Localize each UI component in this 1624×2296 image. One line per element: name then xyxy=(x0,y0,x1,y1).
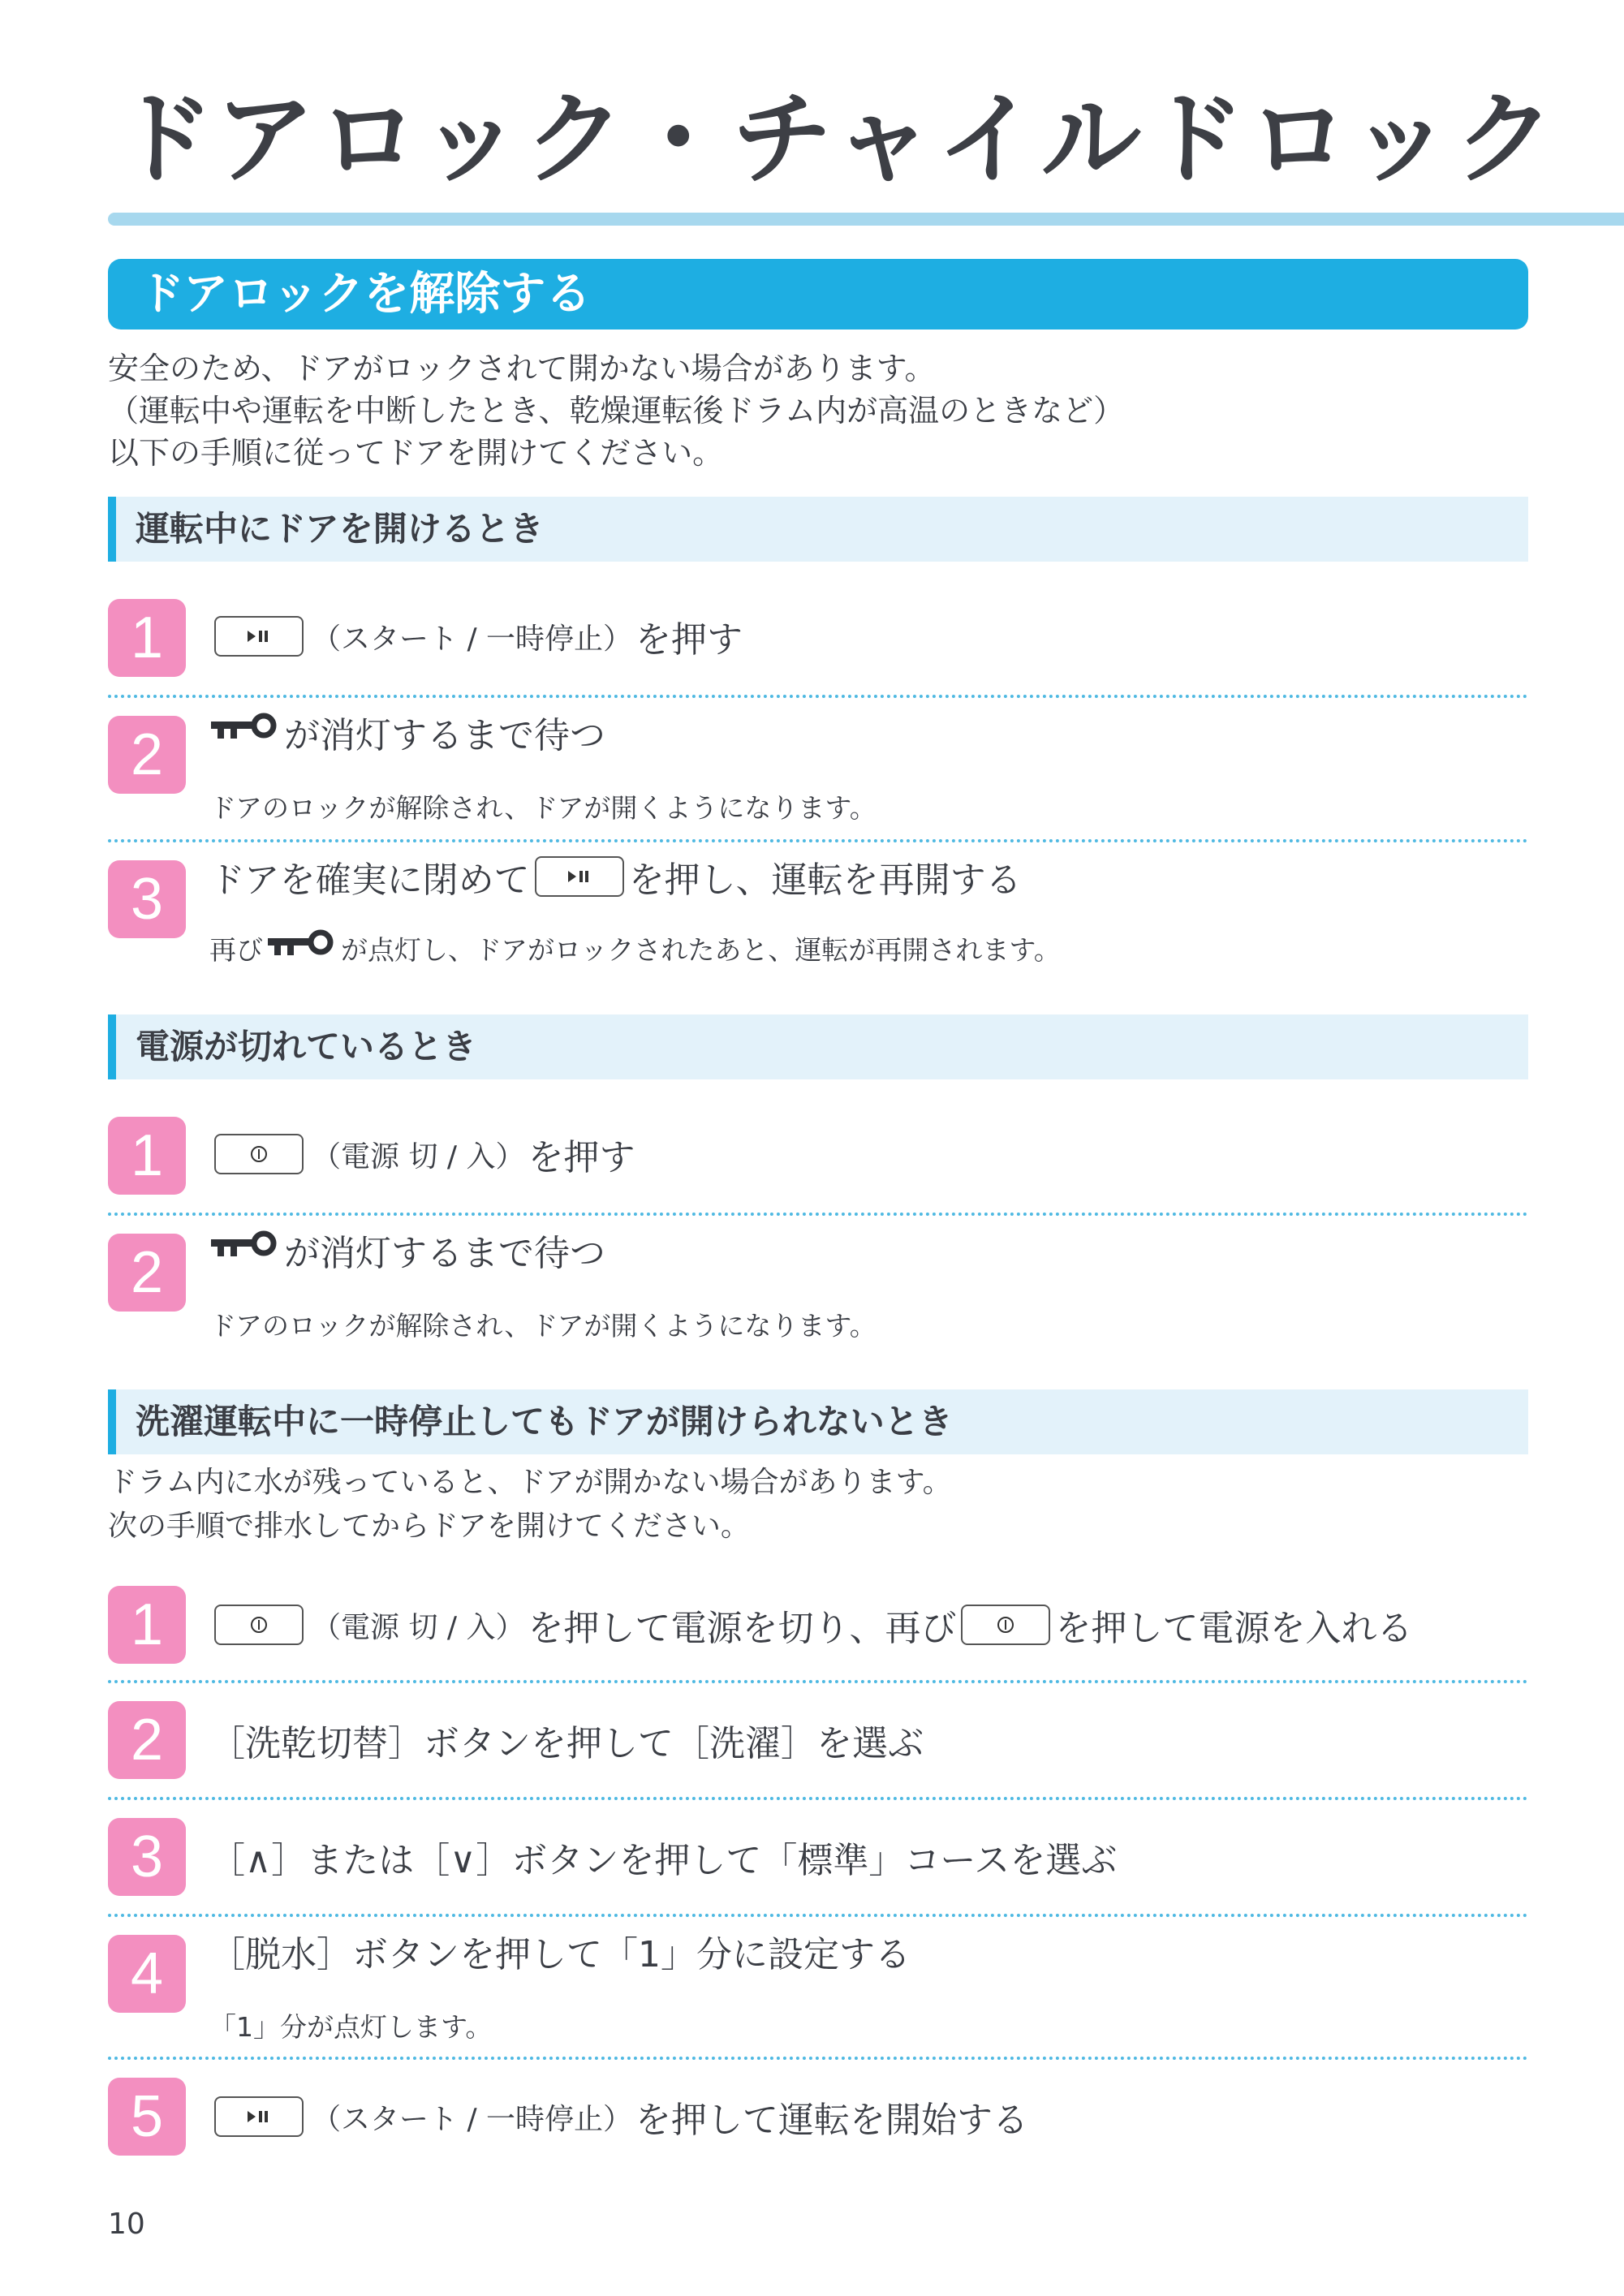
step-note: 「1」分が点灯します。 xyxy=(209,2011,493,2043)
step-text: を押して運転を開始する xyxy=(635,2100,1029,2141)
step-number: 1 xyxy=(108,1586,186,1664)
step-instruction xyxy=(209,1130,635,1178)
intro-text xyxy=(108,347,1124,474)
step-number: 1 xyxy=(108,1117,186,1195)
step-instruction: ［脱水］ボタンを押して「1」分に設定する xyxy=(209,1934,911,1975)
description-line: 次の手順で排水してからドアを開けてください。 xyxy=(108,1510,750,1543)
dotted-divider xyxy=(108,1680,1528,1683)
step-instruction xyxy=(209,612,743,661)
step-instruction xyxy=(209,852,1022,901)
step-number: 1 xyxy=(108,599,186,677)
dotted-divider xyxy=(108,1797,1528,1800)
step-instruction xyxy=(209,1226,605,1274)
section-title: ドアロックを解除する xyxy=(108,259,1528,330)
subheading-running: 運転中にドアを開けるとき xyxy=(108,497,1528,562)
dotted-divider xyxy=(108,1213,1528,1216)
step-text: を押す xyxy=(528,1137,635,1178)
note-text: が点灯し、ドアがロックされたあと、運転が再開されます。 xyxy=(341,933,1061,966)
note-text: 再び xyxy=(209,933,263,966)
dotted-divider xyxy=(108,839,1528,842)
subheading-power-off: 電源が切れているとき xyxy=(108,1014,1528,1079)
page-number: 10 xyxy=(108,2208,145,2241)
title-underline xyxy=(108,213,1624,226)
dotted-divider xyxy=(108,1914,1528,1917)
step-instruction: ［洗乾切替］ボタンを押して［洗濯］を選ぶ xyxy=(209,1723,924,1764)
step-text: を押し、運転を再開する xyxy=(628,859,1022,901)
power-icon xyxy=(961,1605,1050,1645)
button-name: （スタート / 一時停止） xyxy=(312,2102,633,2136)
button-name: （電源 切 / 入） xyxy=(312,1139,525,1174)
intro-line: （運転中や運転を中断したとき、乾燥運転後ドラム内が高温のときなど） xyxy=(108,393,1125,429)
block-description xyxy=(108,1461,952,1549)
step-number: 2 xyxy=(108,716,186,794)
step-note: ドアのロックが解除され、ドアが開くようになります。 xyxy=(209,792,877,824)
key-lock-icon xyxy=(266,928,336,967)
subheading-cannot-open: 洗濯運転中に一時停止してもドアが開けられないとき xyxy=(108,1389,1528,1454)
play-pause-icon xyxy=(535,856,624,897)
step-note: ドアのロックが解除され、ドアが開くようになります。 xyxy=(209,1310,877,1342)
intro-line: 安全のため、ドアがロックされて開かない場合があります。 xyxy=(108,351,936,386)
step-number: 5 xyxy=(108,2078,186,2156)
step-text: が消灯するまで待つ xyxy=(284,715,605,756)
page-title: ドアロック・チャイルドロック xyxy=(114,81,1558,198)
step-instruction: ［∧］または［∨］ボタンを押して「標準」コースを選ぶ xyxy=(209,1840,1118,1881)
dotted-divider xyxy=(108,2057,1528,2060)
description-line: ドラム内に水が残っていると、ドアが開かない場合があります。 xyxy=(108,1466,952,1499)
step-text: を押す xyxy=(635,619,743,661)
button-name: （スタート / 一時停止） xyxy=(312,622,633,656)
step-text: を押して電源を入れる xyxy=(1055,1608,1413,1649)
intro-line: 以下の手順に従ってドアを開けてください。 xyxy=(108,435,724,471)
step-number: 3 xyxy=(108,1818,186,1896)
power-icon xyxy=(214,1134,304,1174)
key-lock-icon xyxy=(209,712,279,753)
step-instruction xyxy=(209,708,605,756)
step-number: 4 xyxy=(108,1935,186,2013)
step-text: を押して電源を切り、再び xyxy=(528,1608,957,1649)
step-text: が消灯するまで待つ xyxy=(284,1233,605,1274)
step-number: 2 xyxy=(108,1234,186,1312)
step-text: ドアを確実に閉めて xyxy=(209,859,530,901)
power-icon xyxy=(214,1605,304,1645)
step-instruction xyxy=(209,1600,1412,1649)
button-name: （電源 切 / 入） xyxy=(312,1610,525,1644)
step-instruction xyxy=(209,2092,1028,2141)
dotted-divider xyxy=(108,695,1528,698)
play-pause-icon xyxy=(214,616,304,657)
step-number: 2 xyxy=(108,1701,186,1779)
step-number: 3 xyxy=(108,860,186,938)
step-note xyxy=(209,928,1061,967)
play-pause-icon xyxy=(214,2096,304,2137)
key-lock-icon xyxy=(209,1230,279,1271)
